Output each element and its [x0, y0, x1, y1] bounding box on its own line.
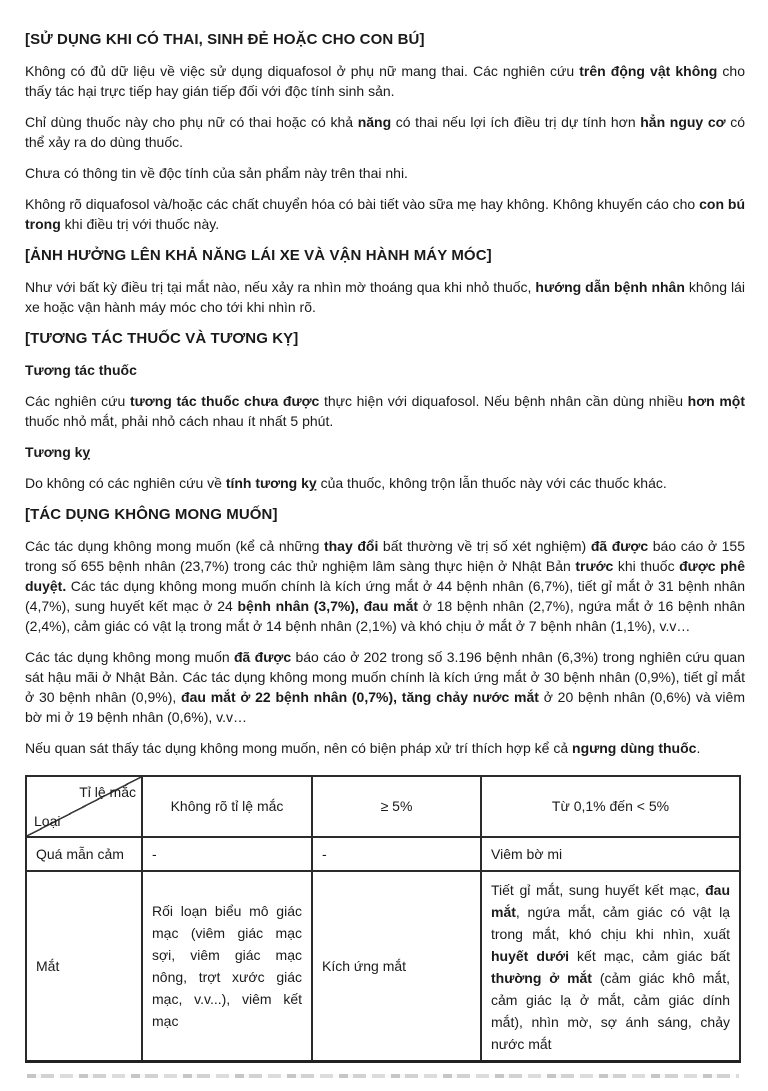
- column-header-gte-5pct: ≥ 5%: [312, 776, 481, 837]
- paragraph-incompatibility: Do không có các nghiên cứu về tính tương kỵ của thuốc, không trộn lẫn thuốc này với các thuốc khác.: [25, 475, 667, 491]
- row-label-eye: Mắt: [26, 871, 142, 1062]
- cell-hypersensitivity-unknown: -: [142, 837, 312, 871]
- subheading-incompatibility: Tương kỵ: [25, 444, 91, 460]
- table-row-hypersensitivity: [26, 837, 740, 871]
- adverse-effects-table: [25, 775, 741, 1063]
- cell-hypersensitivity-01to5: Viêm bờ mi: [481, 837, 740, 871]
- cell-eye-gte5: Kích ứng mắt: [312, 871, 481, 1062]
- paragraph-adverse-preapproval: Các tác dụng không mong muốn (kể cả những thay đổi bất thường về trị số xét nghiệm) đã được báo cáo ở 155 trong số 655 bệnh nhân (23,7%) trong các thử nghiệm lâm sàng thực hiện ở Nhật Bản trước khi thuốc được phê duyệt. Các tác dụng không mong muốn chính là kích ứng mắt ở 44 bệnh nhân (6,7%), tiết gỉ mắt ở 31 bệnh nhân (4,7%), sung huyết kết mạc ở 24 bệnh nhân (3,7%), đau mắt ở 18 bệnh nhân (2,7%), ngứa mắt ở 16 bệnh nhân (2,4%), cảm giác có vật lạ trong mắt ở 14 bệnh nhân (2,1%) và khó chịu ở mắt ở 7 bệnh nhân (1,1%), v.v…: [25, 538, 745, 634]
- column-header-0-1-to-5pct: Từ 0,1% đến < 5%: [481, 776, 740, 837]
- paragraph-pregnancy-data: Không có đủ dữ liệu về việc sử dụng diquafosol ở phụ nữ mang thai. Các nghiên cứu trên động vật không cho thấy tác hại trực tiếp hay gián tiếp đối với độc tính sinh sản.: [25, 63, 745, 99]
- heading-adverse-effects: [TÁC DỤNG KHÔNG MONG MUỐN]: [25, 506, 278, 523]
- heading-interactions-incompatibility: [TƯƠNG TÁC THUỐC VÀ TƯƠNG KỴ]: [25, 330, 299, 347]
- paragraph-adverse-postmarketing: Các tác dụng không mong muốn đã được báo cáo ở 202 trong số 3.196 bệnh nhân (6,3%) trong nghiên cứu quan sát hậu mãi ở Nhật Bản. Các tác dụng không mong muốn chính là kích ứng mắt ở 30 bệnh nhân (0,9%), tiết gỉ mắt ở 30 bệnh nhân (0,9%), đau mắt ở 22 bệnh nhân (0,7%), tăng chảy nước mắt ở 20 bệnh nhân (0,6%) và viêm bờ mi ở 19 bệnh nhân (0,6%), v.v…: [25, 649, 745, 725]
- table-header-row: [26, 776, 740, 837]
- cell-eye-01to5: Tiết gỉ mắt, sung huyết kết mạc, đau mắt, ngứa mắt, cảm giác có vật lạ trong mắt, khó chịu khi nhìn, xuất huyết dưới kết mạc, cảm giác bất thường ở mắt (cảm giác khô mắt, cảm giác lạ ở mắt, cảm giác dính mắt), nhìn mờ, sợ ánh sáng, chảy nước mắt: [481, 871, 740, 1062]
- cell-hypersensitivity-gte5: -: [312, 837, 481, 871]
- paragraph-driving: Như với bất kỳ điều trị tại mắt nào, nếu xảy ra nhìn mờ thoáng qua khi nhỏ thuốc, hướng dẫn bệnh nhân không lái xe hoặc vận hành máy móc cho tới khi nhìn rõ.: [25, 279, 746, 315]
- paragraph-adverse-action: Nếu quan sát thấy tác dụng không mong muốn, nên có biện pháp xử trí thích hợp kể cả ngưng dùng thuốc.: [25, 740, 701, 756]
- paragraph-breastfeeding: Không rõ diquafosol và/hoặc các chất chuyển hóa có bài tiết vào sữa mẹ hay không. Không khuyến cáo cho con bú trong khi điều trị với thuốc này.: [25, 196, 745, 232]
- heading-driving-machines: [ẢNH HƯỞNG LÊN KHẢ NĂNG LÁI XE VÀ VẬN HÀNH MÁY MÓC]: [25, 247, 492, 264]
- paragraph-drug-interactions: Các nghiên cứu tương tác thuốc chưa được thực hiện với diquafosol. Nếu bệnh nhân cần dùng nhiều hơn một thuốc nhỏ mắt, phải nhỏ cách nhau ít nhất 5 phút.: [25, 393, 745, 429]
- table-row-eye: [26, 871, 740, 1062]
- table-corner-cell: [26, 776, 142, 837]
- heading-pregnancy-lactation: [SỬ DỤNG KHI CÓ THAI, SINH ĐẺ HOẶC CHO CON BÚ]: [25, 31, 425, 48]
- row-label-hypersensitivity: Quá mẫn cảm: [26, 837, 142, 871]
- paragraph-fetus-toxicity: Chưa có thông tin về độc tính của sản phẩm này trên thai nhi.: [25, 165, 408, 181]
- cell-eye-unknown: Rối loạn biểu mô giác mạc (viêm giác mạc sợi, viêm giác mạc nông, trợt xước giác mạc, v.v...), viêm kết mạc: [142, 871, 312, 1062]
- corner-label-rate: Tỉ lệ mắc: [79, 784, 136, 800]
- subheading-drug-interactions: Tương tác thuốc: [25, 362, 137, 378]
- corner-label-type: Loại: [34, 813, 61, 829]
- column-header-unknown-rate: Không rõ tỉ lệ mắc: [142, 776, 312, 837]
- paragraph-pregnancy-benefit-risk: Chỉ dùng thuốc này cho phụ nữ có thai hoặc có khả năng có thai nếu lợi ích điều trị dự tính hơn hẳn nguy cơ có thể xảy ra do dùng thuốc.: [25, 114, 745, 150]
- scan-artifact-strip: [27, 1074, 739, 1078]
